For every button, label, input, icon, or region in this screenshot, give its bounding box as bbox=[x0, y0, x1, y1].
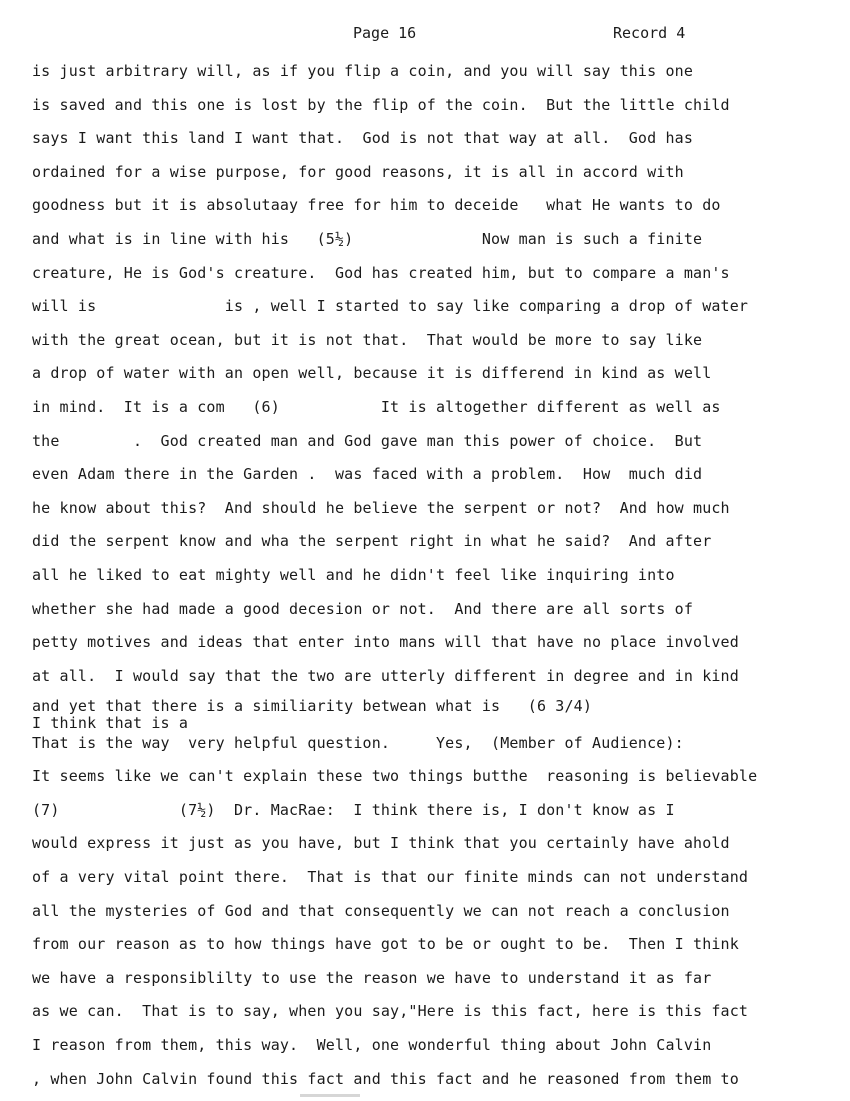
page-number: Page 16 bbox=[353, 24, 417, 42]
text-line: I reason from them, this way. Well, one wonderful thing about John Calvin bbox=[32, 1036, 712, 1055]
text-line: in mind. It is a com (6) It is altogether different as well as bbox=[32, 397, 721, 416]
text-line: all he liked to eat mighty well and he didn't feel like inquiring into bbox=[32, 565, 675, 584]
text-line: would express it just as you have, but I think that you certainly have ahold bbox=[32, 834, 730, 853]
text-line: and yet that there is a similiarity betwean what is (6 3/4) bbox=[32, 697, 593, 716]
text-line: is just arbitrary will, as if you flip a coin, and you will say this one bbox=[32, 62, 694, 80]
scan-artifact bbox=[300, 1094, 360, 1097]
text-line: , when John Calvin found this fact and this fact and he reasoned from them to bbox=[32, 1069, 739, 1088]
text-line: (7) (7½) Dr. MacRae: I think there is, I don't know as I bbox=[32, 800, 675, 819]
text-line: petty motives and ideas that enter into mans will that have no place involved bbox=[32, 633, 739, 652]
text-line: will is is , well I started to say like comparing a drop of water bbox=[32, 297, 749, 316]
text-line: and what is in line with his (5½) Now man is such a finite bbox=[32, 229, 703, 248]
transcript-body bbox=[32, 60, 832, 1101]
text-line: with the great ocean, but it is not that. That would be more to say like bbox=[32, 330, 703, 349]
text-line: from our reason as to how things have got to be or ought to be. Then I think bbox=[32, 935, 739, 954]
text-line: whether she had made a good decesion or not. And there are all sorts of bbox=[32, 599, 694, 618]
text-line: at all. I would say that the two are utterly different in degree and in kind bbox=[32, 666, 739, 685]
record-label: Record 4 bbox=[613, 24, 686, 42]
text-line: did the serpent know and wha the serpent right in what he said? And after bbox=[32, 532, 712, 551]
text-line: That is the way very helpful question. Yes, (Member of Audience): bbox=[32, 734, 684, 753]
text-line: a drop of water with an open well, because it is differend in kind as well bbox=[32, 364, 712, 383]
text-line: even Adam there in the Garden . was faced with a problem. How much did bbox=[32, 465, 703, 484]
text-line: as we can. That is to say, when you say,"Here is this fact, here is this fact bbox=[32, 1002, 749, 1021]
text-line: ordained for a wise purpose, for good reasons, it is all in accord with bbox=[32, 162, 684, 181]
text-line: I think that is a bbox=[32, 714, 189, 733]
text-line: of a very vital point there. That is that our finite minds can not understand bbox=[32, 868, 749, 887]
text-line: creature, He is God's creature. God has created him, but to compare a man's bbox=[32, 263, 730, 282]
text-line: the . God created man and God gave man this power of choice. But bbox=[32, 431, 703, 450]
page-header bbox=[0, 24, 850, 48]
text-line: says I want this land I want that. God is not that way at all. God has bbox=[32, 129, 694, 148]
text-line: is saved and this one is lost by the flip of the coin. But the little child bbox=[32, 95, 730, 114]
text-line: we have a responsiblilty to use the reason we have to understand it as far bbox=[32, 968, 712, 987]
text-line: he know about this? And should he believe the serpent or not? And how much bbox=[32, 498, 730, 517]
text-line: goodness but it is absolutaay free for him to deceide what He wants to do bbox=[32, 196, 721, 215]
text-line: all the mysteries of God and that consequently we can not reach a conclusion bbox=[32, 901, 730, 920]
text-line: It seems like we can't explain these two things butthe reasoning is believable bbox=[32, 767, 758, 786]
